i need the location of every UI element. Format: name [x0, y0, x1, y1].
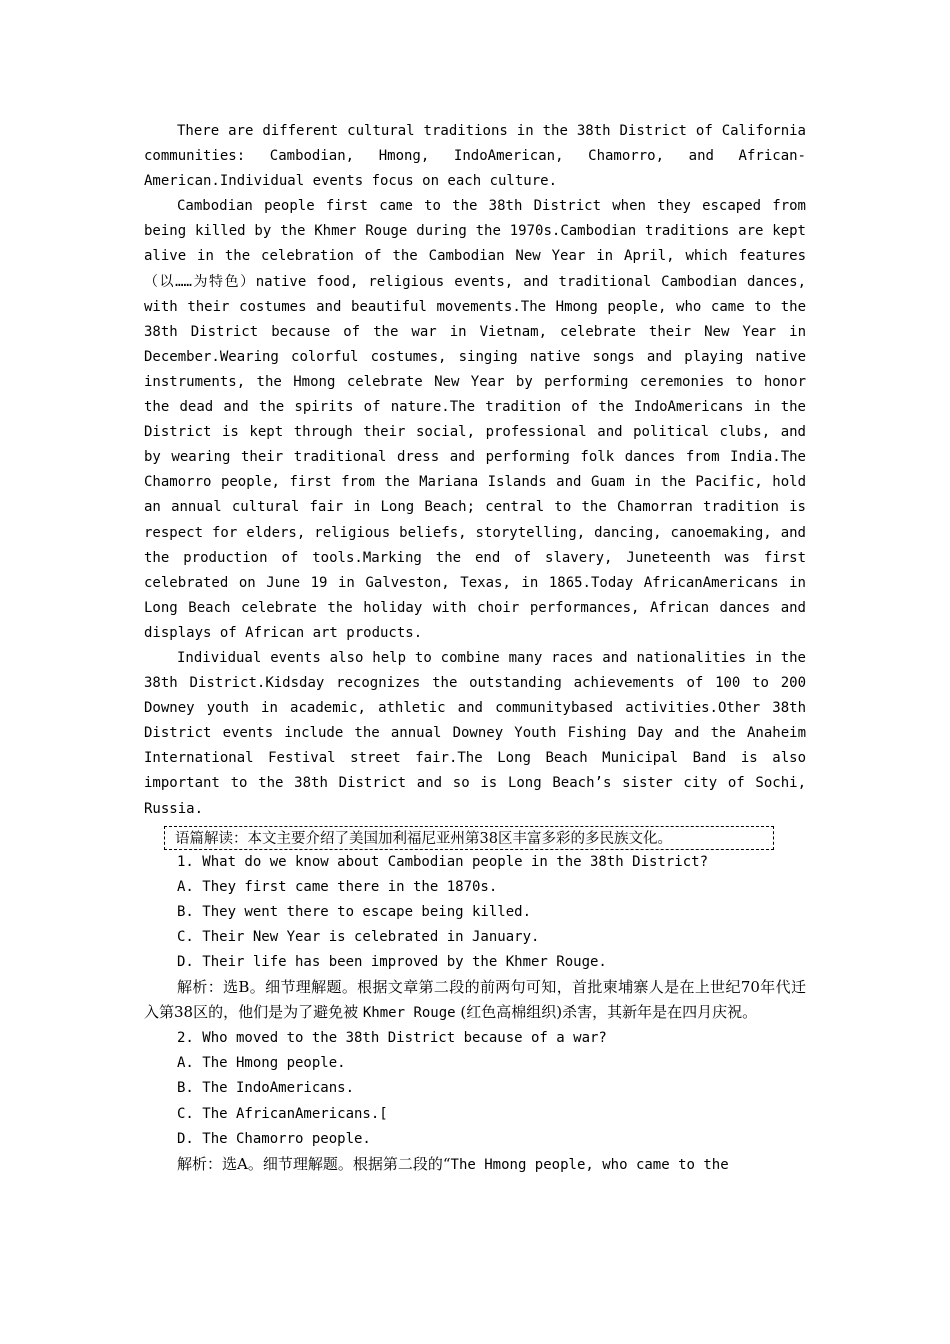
analysis-english: The Hmong people, who came to the [450, 1156, 729, 1173]
option-c: C. The AfricanAmericans.[ [177, 1105, 388, 1122]
document-page [144, 119, 806, 1178]
option-d: D. Their life has been improved by the Khmer Rouge. [177, 954, 607, 970]
question-2 [144, 1026, 806, 1178]
question-1 [144, 850, 806, 1027]
option-b: B. They went there to escape being killed. [177, 903, 532, 920]
passage-paragraph-2: Cambodian people first came to the 38th District when they escaped from being killed by the Khmer Rouge during the 1970s.Cambodian traditions are kept alive in the celebration of the Cambodian New Year in April, which features（以……为特色）native food, religious events, and traditional Cambodian dances, with their costumes and beautiful movements.The Hmong people, who came to the 38th District because of the war in Vietnam, celebrate their New Year in December.Wearing colorful costumes, singing native songs and playing native instruments, the Hmong celebrate New Year by performing ceremonies to honor the dead and the spirits of nature.The tradition of the IndoAmericans in the District is kept through their social, professional and political clubs, and by wearing their traditional dress and performing folk dances from India.The Chamorro people, first from the Mariana Islands and Guam in the Pacific, hold an annual cultural fair in Long Beach; central to the Chamorran tradition is respect for elders, religious beliefs, storytelling, dancing, canoemaking, and the production of tools.Marking the end of slavery, Juneteenth was first celebrated on June 19 in Galveston, Texas, in 1865.Today AfricanAmericans in Long Beach celebrate the holiday with choir performances, African dances and displays of African art products. [144, 198, 806, 641]
passage-paragraph-1: There are different cultural traditions in the 38th District of California communities: Cambodian, Hmong, IndoAmerican, Chamorro, and African-American.Individual events focus on each culture. [144, 123, 806, 190]
analysis-text-end: (红色高棉组织)杀害，其新年是在四月庆祝。 [460, 1003, 758, 1022]
option-a: A. They first came there in the 1870s. [177, 878, 498, 895]
option-b: B. The IndoAmericans. [177, 1080, 355, 1097]
option-d: D. The Chamorro people. [177, 1130, 371, 1147]
analysis-english: Khmer Rouge [362, 1005, 456, 1022]
passage-paragraph-3: Individual events also help to combine many races and nationalities in the 38th District.Kidsday recognizes the outstanding achievements of 100 to 200 Downey youth in academic, athletic and communitybased activities.Other 38th District events include the annual Downey Youth Fishing Day and the Anaheim International Festival street fair.The Long Beach Municipal Band is also important to the 38th District and so is Long Beach’s sister city of Sochi, Russia. [144, 649, 806, 817]
summary-box: 语篇解读：本文主要介绍了美国加利福尼亚州第38区丰富多彩的多民族文化。 [164, 826, 774, 850]
question-stem: 1. What do we know about Cambodian people in the 38th District? [177, 853, 709, 870]
option-a: A. The Hmong people. [177, 1055, 346, 1072]
answer-analysis [144, 975, 806, 1026]
analysis-text: 解析：选A。细节理解题。根据第二段的“ [177, 1154, 451, 1173]
analysis-text: 解析：选B。细节理解题。根据文章第二段的前两句可知，首批柬埔寨人是在上世纪70年代迁入第38区的，他们是为了避免被 [144, 978, 806, 1022]
option-c: C. Their New Year is celebrated in January. [177, 928, 540, 945]
answer-analysis [144, 1152, 806, 1178]
question-stem: 2. Who moved to the 38th District because of a war? [177, 1030, 607, 1047]
